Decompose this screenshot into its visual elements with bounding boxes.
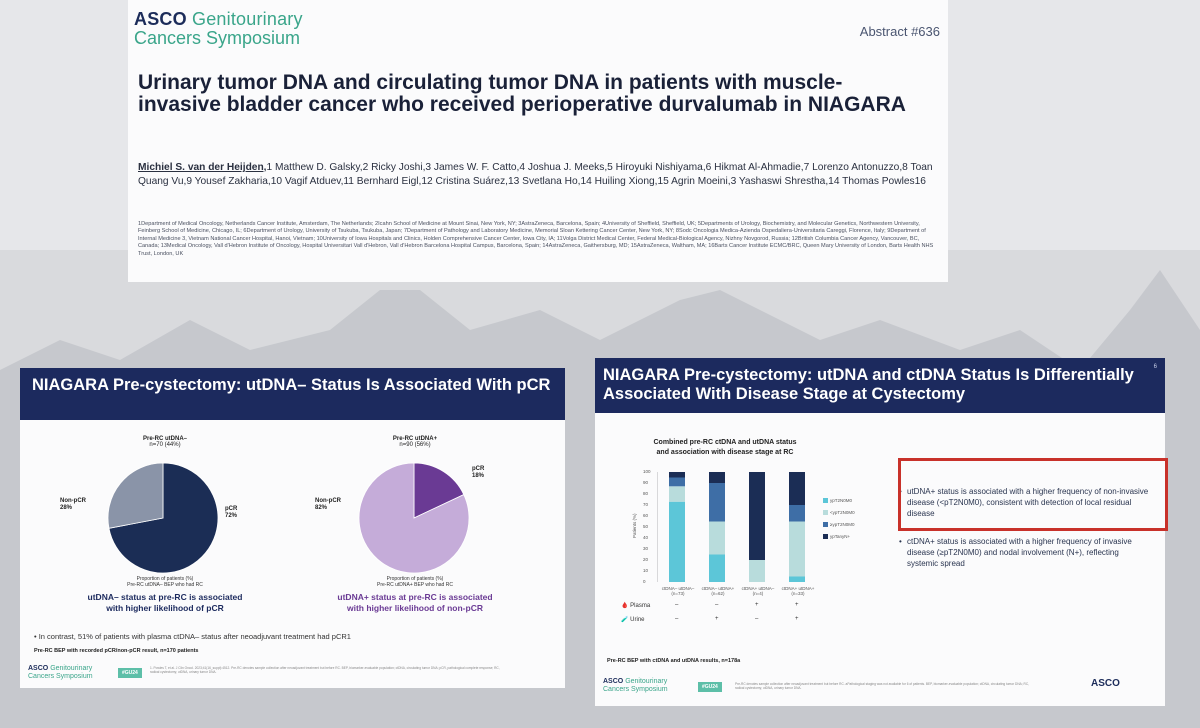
y-tick-label: 60 — [643, 513, 649, 518]
pie-chart-utdna-positive — [356, 460, 472, 576]
pie2-conclusion: utDNA+ status at pre-RC is associated with higher likelihood of non-pCR — [337, 592, 493, 613]
bar-0-ypTanyN — [669, 472, 685, 478]
legend-item — [823, 522, 854, 527]
stacked-bar-chart — [657, 472, 817, 582]
title-slide — [128, 0, 948, 282]
slide-number: 6 — [1153, 364, 1157, 370]
y-tick-label: 40 — [643, 535, 649, 540]
urine-status-sign: + — [795, 616, 799, 622]
pcr-contrast-bullet: • In contrast, 51% of patients with plasma ctDNA– status after neoadjuvant treatment had pCR1 — [34, 632, 351, 641]
ctdna-bullet: • ctDNA+ status is associated with a higher frequency of invasive disease (≥pT2N0M0) and nodal involvement (N+), reflecting systemic spread — [907, 536, 1152, 569]
legend-item — [823, 510, 855, 515]
y-tick-label: 100 — [643, 469, 651, 474]
y-tick-label: 50 — [643, 524, 649, 529]
bar-2-ypTanyN — [749, 472, 765, 560]
legend-label: ypTanyN+ — [830, 534, 851, 539]
legend-label: ypT2N0M0 — [830, 498, 853, 503]
pie2-axis: Proportion of patients (%) Pre-RC utDNA+ BEP who had RC — [377, 576, 453, 588]
x-tick-label: ctDNA– utDNA+ (n=62) — [701, 586, 735, 596]
right-footnote: Pre-RC BEP with ctDNA and utDNA results, n=178a — [607, 658, 741, 664]
legend-item — [823, 498, 852, 503]
y-axis-label: Patients (%) — [632, 513, 637, 538]
y-tick-label: 10 — [643, 568, 649, 573]
legend-item — [823, 534, 850, 539]
pie2-title: Pre-RC utDNA+ n=90 (56%) — [392, 436, 438, 448]
left-footer-logo: ASCO Genitourinary Cancers Symposium — [28, 665, 93, 680]
pie1-slice-nonpcr — [108, 463, 163, 528]
stacked-chart-title: Combined pre-RC ctDNA and utDNA status and association with disease stage at RC — [653, 439, 797, 456]
left-hashtag-badge: #GU24 — [118, 668, 142, 678]
urine-status-sign: – — [755, 616, 759, 622]
urine-status-sign: + — [715, 616, 719, 622]
y-tick-label: 30 — [643, 546, 649, 551]
left-references: 1. Powles T, et al. J Clin Oncol. 2023;41(16_suppl):4512. Pre-RC denotes sample collection after neoadjuvant treatment but before RC. BEP, biomarker-evaluable population; ctDNA, circulating tumor DNA; pCR, pathological complete response; RC, radical cystectomy; utDNA, urinary tumor DNA. — [150, 666, 500, 674]
bar-3-ypTanyN — [789, 472, 805, 505]
legend-swatch — [823, 510, 828, 515]
bar-0-ypT2N0M0 — [669, 486, 685, 501]
bar-0-ypT2N0M0 — [669, 502, 685, 582]
utdna-bullet: • utDNA+ status is associated with a higher frequency of non-invasive disease (<pT2N0M0), consistent with detection of local residual disease — [907, 486, 1152, 519]
pie1-label-nonpcr: Non-pCR 28% — [60, 498, 86, 511]
legend-swatch — [823, 498, 828, 503]
plasma-status-sign: – — [675, 602, 679, 608]
abstract-number: Abstract #636 — [859, 24, 940, 39]
asco-gu-logo: ASCO Genitourinary Cancers Symposium — [134, 9, 303, 48]
legend-label: <ypT2N0M0 — [830, 510, 855, 515]
bar-3-ypT2N0M0 — [789, 522, 805, 577]
poster-title: Urinary tumor DNA and circulating tumor DNA in patients with muscle-invasive bladder cancer who received perioperative durvalumab in NIAGARA — [138, 71, 906, 116]
lead-author: Michiel S. van der Heijden, — [138, 162, 267, 173]
bar-0-ypT2N0M0 — [669, 478, 685, 487]
x-tick-label: ctDNA+ utDNA+ (n=33) — [781, 586, 815, 596]
right-slide — [595, 358, 1165, 706]
bar-3-ypT2N0M0 — [789, 505, 805, 522]
left-slide — [20, 368, 565, 688]
plasma-status-sign: – — [715, 602, 719, 608]
plasma-status-sign: + — [755, 602, 759, 608]
bar-1-ypT2N0M0 — [709, 522, 725, 555]
y-tick-label: 70 — [643, 502, 649, 507]
co-authors: 1 Matthew D. Galsky,2 Ricky Joshi,3 James W. F. Catto,4 Joshua J. Meeks,5 Hiroyuki Nishiyama,6 Hikmat Al-Ahmadie,7 Lorenzo Antonuzzo,8 Toan Quang Vu,9 Yousef Zakharia,10 Vagif Atduev,11 Bernhard Eigl,12 Cristina Suárez,13 Svetlana Ho,14 Huiling Xiong,15 Agrin Moeini,3 Yashaswi Shrestha,14 Thomas Powles16 — [138, 162, 933, 187]
pie-chart-utdna-negative — [105, 460, 221, 576]
pie1-label-pcr: pCR 72% — [225, 506, 238, 519]
x-tick-label: ctDNA+ utDNA– (n=4) — [741, 586, 775, 596]
bar-3-ypT2N0M0 — [789, 577, 805, 583]
urine-status-sign: – — [675, 616, 679, 622]
right-slide-title: NIAGARA Pre-cystectomy: utDNA and ctDNA Status Is Differentially Associated With Disease Stage at Cystectomy — [595, 358, 1165, 413]
left-slide-title: NIAGARA Pre-cystectomy: utDNA– Status Is Associated With pCR — [20, 368, 565, 420]
pie2-label-nonpcr: Non-pCR 82% — [315, 498, 341, 511]
bar-2-ypT2N0M0 — [749, 560, 765, 582]
y-tick-label: 20 — [643, 557, 649, 562]
y-tick-label: 80 — [643, 491, 649, 496]
pie1-title: Pre-RC utDNA– n=70 (44%) — [142, 436, 187, 448]
asco-mark: ASCO — [1091, 678, 1120, 689]
y-tick-label: 0 — [643, 579, 646, 584]
pie1-axis: Proportion of patients (%) Pre-RC utDNA– BEP who had RC — [127, 576, 203, 588]
legend-label: ≥ypT2N0M0 — [830, 522, 855, 527]
urine-cup-icon: 🧪 — [621, 617, 629, 623]
left-footnote: Pre-RC BEP with recorded pCR/non-pCR result, n=170 patients — [34, 648, 199, 654]
author-list — [138, 161, 938, 188]
plasma-row-label: 🩸 Plasma — [621, 603, 651, 609]
right-hashtag-badge: #GU24 — [698, 682, 722, 692]
urine-row-label: 🧪 Urine — [621, 617, 645, 623]
legend-swatch — [823, 522, 828, 527]
legend-swatch — [823, 534, 828, 539]
right-references: Pre-RC denotes sample collection after neoadjuvant treatment but before RC. aPathological staging was not available for 6 of patients. BEP, biomarker-evaluable population; ctDNA, circulating tumor DNA; RC, radical cystectomy; utDNA, urinary tumor DNA. — [735, 682, 1030, 690]
bar-1-ypT2N0M0 — [709, 555, 725, 583]
x-tick-label: ctDNA– utDNA– (n=73) — [661, 586, 695, 596]
plasma-status-sign: + — [795, 602, 799, 608]
bar-1-ypTanyN — [709, 472, 725, 483]
affiliations: 1Department of Medical Oncology, Netherlands Cancer Institute, Amsterdam, The Netherlands; 2Icahn School of Medicine at Mount Sinai, New York, NY; 3AstraZeneca, Barcelona, Spain; 4University of Sheffield, Sheffield, UK; 5Departments of Urology, Biochemistry, and Molecular Genetics, Northwestern University, Feinberg School of Medicine, Chicago, IL; 6Department of Urology, University of Tsukuba, Tsukuba, Japan; 7Department of Pathology and Laboratory Medicine, Memorial Sloan Kettering Cancer Center, New York, NY; 8Sodc Oncologia Medica-Azienda Ospedaliera-Universitaria Careggi, Florence, Italy; 9Department of Internal Medicine 3, Vietnam National Cancer Hospital, Hanoi, Vietnam; 10University of Iowa Hospitals and Clinics, Holden Comprehensive Cancer Center, Iowa City, IA; 11Volga District Medical Center, Federal Medical-Biological Agency, Nizhny Novgorod, Russia; 12British Columbia Cancer Agency, Vancouver, BC, Canada; 13Medical Oncology, Vall d'Hebron Institute of Oncology, Hospital Universitari Vall d'Hebron, Vall d'Hebron Barcelona Hospital Campus, Barcelona, Spain; 14AstraZeneca, Gaithersburg, MD; 15AstraZeneca, Waltham, MA; 16Barts Cancer Institute ECMC/BRC, Queen Mary University of London, Barts Health NHS Trust, London, UK — [138, 221, 934, 257]
pie1-conclusion: utDNA– status at pre-RC is associated with higher likelihood of pCR — [87, 592, 243, 613]
pie2-label-pcr: pCR 18% — [472, 466, 485, 479]
y-tick-label: 90 — [643, 480, 649, 485]
bar-1-ypT2N0M0 — [709, 483, 725, 522]
highlight-callout-box — [898, 458, 1168, 531]
blood-tube-icon: 🩸 — [621, 603, 629, 609]
right-footer-logo: ASCO Genitourinary Cancers Symposium — [603, 678, 668, 693]
